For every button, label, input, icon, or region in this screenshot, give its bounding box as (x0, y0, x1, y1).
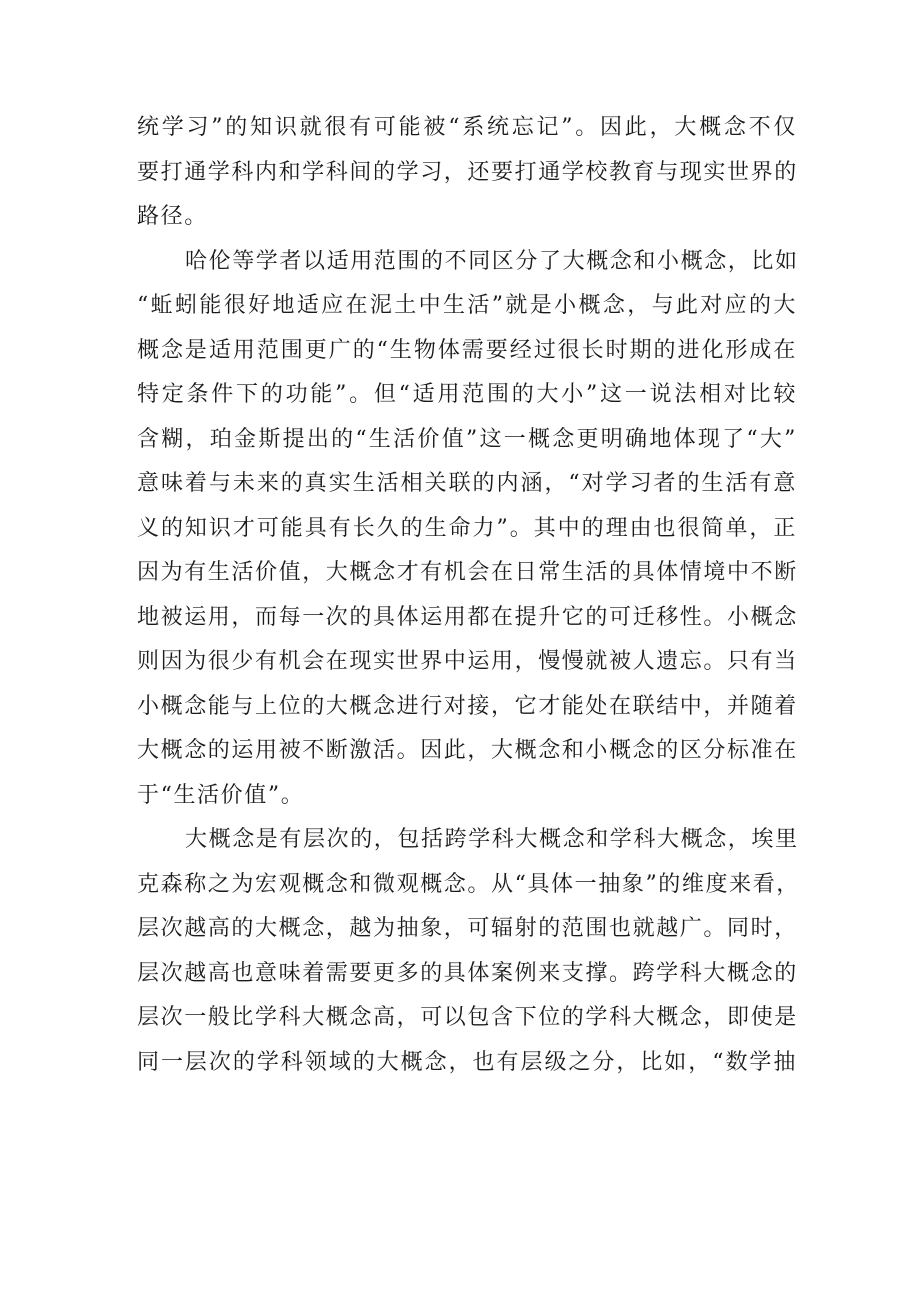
text-line: 特定条件下的功能”。但“适用范围的大小”这一说法相对比较 (137, 382, 797, 407)
text-line: 克森称之为宏观概念和微观概念。从“具体一抽象”的维度来看， (137, 871, 800, 897)
text-line: 要打通学科内和学科间的学习，还要打通学校教育与现实世界的 (137, 159, 798, 185)
text-line: 义的知识才可能具有长久的生命力”。其中的理由也很简单，正 (137, 515, 797, 541)
text-line: 概念是适用范围更广的“生物体需要经过很长时期的进化形成在 (137, 337, 797, 363)
text-line: 层次越高的大概念，越为抽象，可辐射的范围也就越广。同时， (137, 916, 798, 941)
text-line: 同一层次的学科领域的大概念，也有层级之分，比如，“数学抽 (137, 1049, 797, 1075)
text-line: 意味着与未来的真实生活相关联的内涵，“对学习者的生活有意 (137, 471, 797, 496)
text-line: 于“生活价值”。 (137, 782, 305, 808)
text-line: 统学习”的知识就很有可能被“系统忘记”。因此，大概念不仅 (137, 115, 797, 140)
paragraph-3 (137, 818, 800, 1085)
text-line: 哈伦等学者以适用范围的不同区分了大概念和小概念，比如 (185, 248, 799, 274)
text-line: 路径。 (137, 204, 208, 229)
text-line: 因为有生活价值，大概念才有机会在日常生活的具体情境中不断 (137, 560, 798, 585)
text-line: 层次越高也意味着需要更多的具体案例来支撑。跨学科大概念的 (137, 960, 798, 986)
text-line: 地被运用，而每一次的具体运用都在提升它的可迁移性。小概念 (137, 604, 798, 630)
document-body (137, 106, 800, 1085)
text-line: 大概念是有层次的，包括跨学科大概念和学科大概念，埃里 (185, 827, 799, 852)
text-line: 层次一般比学科大概念高，可以包含下位的学科大概念，即使是 (137, 1005, 798, 1030)
text-line: 小概念能与上位的大概念进行对接，它才能处在联结中，并随着 (137, 693, 798, 719)
text-line: “蚯蚓能很好地适应在泥土中生活”就是小概念，与此对应的大 (137, 293, 797, 318)
paragraph-2 (137, 240, 797, 819)
text-line: 含糊，珀金斯提出的“生活价值”这一概念更明确地体现了“大” (137, 426, 797, 452)
text-line: 则因为很少有机会在现实世界中运用，慢慢就被人遗忘。只有当 (137, 649, 798, 674)
text-line: 大概念的运用被不断激活。因此，大概念和小概念的区分标准在 (137, 738, 798, 763)
paragraph-1 (137, 106, 797, 240)
